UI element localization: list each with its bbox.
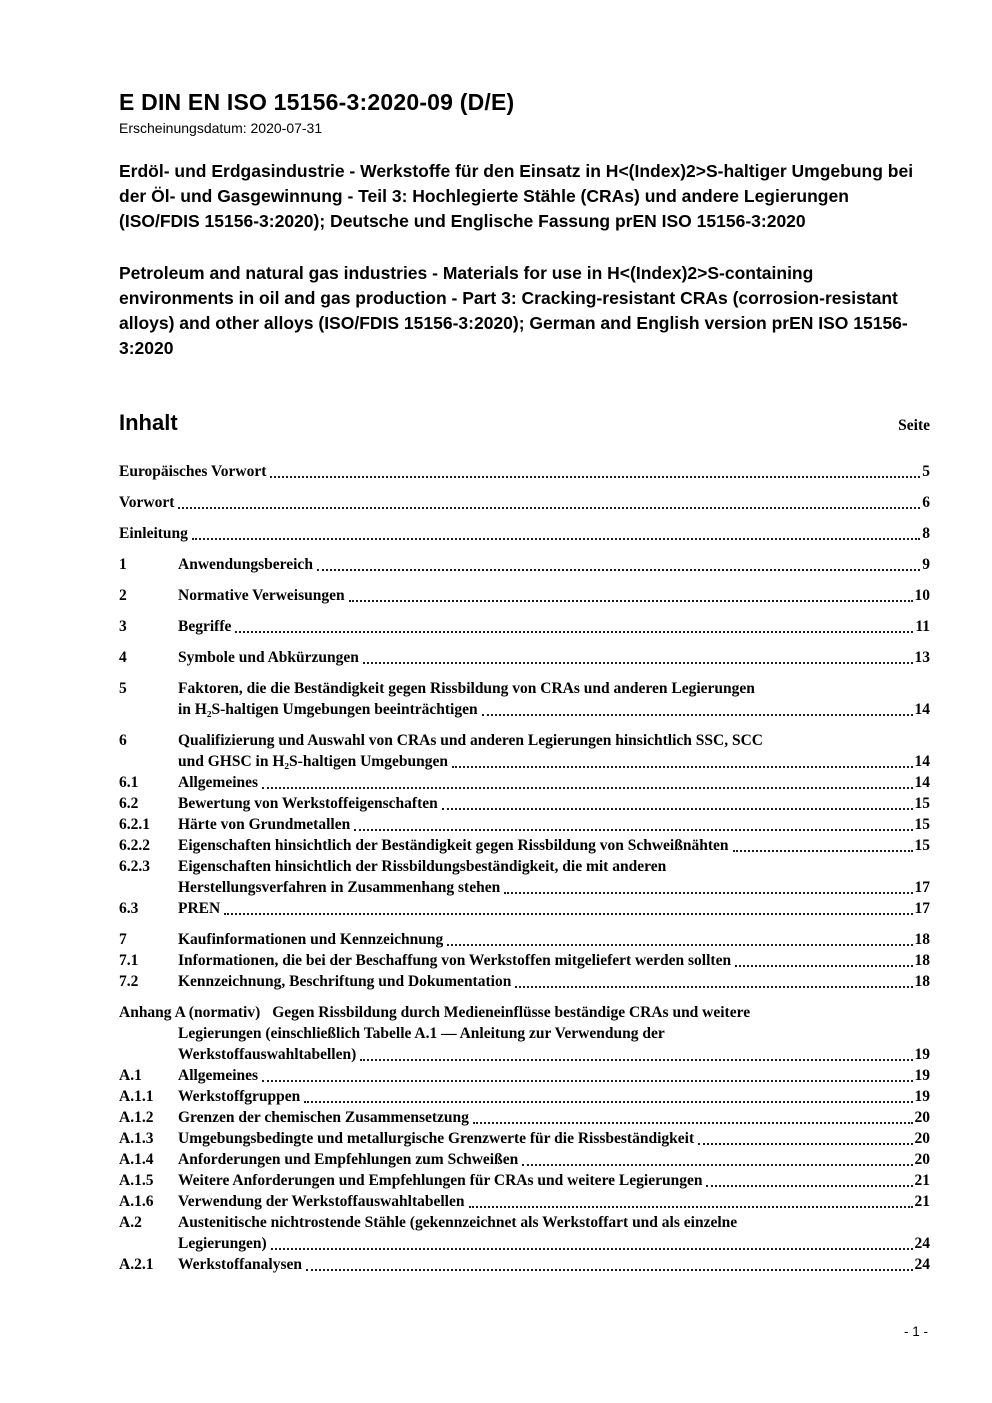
toc-entry-line [119,793,930,814]
toc-entry [119,1170,930,1191]
toc-entry [119,898,930,919]
title-german: Erdöl- und Erdgasindustrie - Werkstoffe für den Einsatz in H<(Index)2>S-haltiger Umgebung bei der Öl- und Gasgewinnung - Teil 3: Hochlegierte Stähle (CRAs) und andere Legierungen (ISO/FDIS 15156-3:2020); Deutsche und Englische Fassung prEN ISO 15156-3:2020 [119,161,914,231]
toc-dotted-leader [482,714,913,716]
toc-entry [119,1254,930,1275]
toc-entry-text: in H₂S-haltigen Umgebungen beeinträchtigen [178,701,478,718]
toc-dotted-leader [735,965,912,967]
toc-entry-number: 4 [119,649,127,666]
toc-entry-line [119,1044,930,1065]
toc-entry-line [119,856,930,877]
toc-dotted-leader [306,1269,913,1271]
toc-entry-text: Herstellungsverfahren in Zusammenhang stehen [178,879,501,896]
toc-entry-number: Anhang A (normativ) [119,1004,261,1021]
toc-entry [119,1065,930,1086]
page-footer-number: - 1 - [903,1324,928,1339]
toc-page-number: 13 [914,649,930,666]
toc-entry-line [119,730,930,751]
toc-entry-text: Gegen Rissbildung durch Medieneinflüsse beständige CRAs und weitere [272,1004,751,1021]
toc-entry-line [119,929,930,950]
toc-entry [119,835,930,856]
toc-entry [119,950,930,971]
toc-entry-text: Werkstoffanalysen [178,1256,302,1273]
toc-entry-line [119,1002,930,1023]
toc-entry-text: Einleitung [119,525,188,542]
toc-page-number: 9 [922,556,930,573]
toc-dotted-leader [363,662,913,664]
toc-entry-text: Eigenschaften hinsichtlich der Beständigkeit gegen Rissbildung von Schweißnähten [178,837,729,854]
toc-entry-text: Härte von Grundmetallen [178,816,351,833]
toc-page-number: 15 [914,816,930,833]
toc-entry [119,523,930,544]
toc-page-number: 19 [914,1046,930,1063]
toc-entry-number: A.1.1 [119,1088,154,1105]
toc-entry-text: Faktoren, die die Beständigkeit gegen Rissbildung von CRAs und anderen Legierungen [178,680,755,697]
toc-entry-number: A.2.1 [119,1256,154,1273]
toc-dotted-leader [452,766,913,768]
toc-entry-number: 6 [119,732,127,749]
toc-entry-line [119,699,930,720]
toc-page-number: 5 [922,463,930,480]
toc-entry-text: Legierungen) [178,1235,267,1252]
toc-entry [119,814,930,835]
toc-dotted-leader [442,808,913,810]
toc-page-number: 8 [922,525,930,542]
toc-entry-text: Qualifizierung und Auswahl von CRAs und anderen Legierungen hinsichtlich SSC, SCC [178,732,763,749]
toc-entry-line [119,585,930,606]
toc-entry-line [119,554,930,575]
toc-dotted-leader [504,892,912,894]
toc-list [119,461,930,1275]
toc-page-number: 21 [914,1193,930,1210]
toc-entry-number: 6.2.2 [119,837,150,854]
toc-entry-text: und GHSC in H₂S-haltigen Umgebungen [178,753,448,770]
toc-dotted-leader [706,1185,912,1187]
toc-entry-text: Allgemeines [178,774,259,791]
toc-page-number: 19 [914,1088,930,1105]
toc-dotted-leader [522,1164,912,1166]
toc-dotted-leader [473,1122,913,1124]
toc-page-number: 14 [914,701,930,718]
toc-entry [119,1128,930,1149]
toc-entry [119,772,930,793]
toc-entry [119,929,930,950]
toc-entry [119,1107,930,1128]
toc-entry-text: Kaufinformationen und Kennzeichnung [178,931,444,948]
toc-entry-text: Vorwort [119,494,175,511]
toc-page-number: 14 [914,753,930,770]
title-english: Petroleum and natural gas industries - Materials for use in H<(Index)2>S-containing environments in oil and gas production - Part 3: Cracking-resistant CRAs (corrosion-resistant alloys) and other alloys (ISO/FDIS 15156-3:2020); German and English version prEN ISO 15156-3:2020 [119,263,908,358]
toc-page-number: 11 [915,618,930,635]
toc-page-number: 17 [914,879,930,896]
toc-entry-line [119,523,930,544]
toc-entry-text: Symbole und Abkürzungen [178,649,359,666]
toc-entry-number: 6.2 [119,795,139,812]
toc-entry-text: Grenzen der chemischen Zusammensetzung [178,1109,469,1126]
toc-dotted-leader [360,1059,912,1061]
toc-dotted-leader [515,986,912,988]
toc-entry-number: 6.1 [119,774,139,791]
toc-entry [119,856,930,898]
toc-page-number: 18 [914,931,930,948]
toc-entry-text: PREN [178,900,221,917]
toc-page-number: 24 [914,1256,930,1273]
toc-entry-text: Bewertung von Werkstoffeigenschaften [178,795,438,812]
toc-entry [119,730,930,772]
toc-page-number: 19 [914,1067,930,1084]
toc-page-number: 10 [914,587,930,604]
toc-entry-text: Allgemeines [178,1067,259,1084]
toc-page-number: 20 [914,1130,930,1147]
toc-dotted-leader [349,600,913,602]
toc-entry [119,461,930,482]
toc-entry-line [119,877,930,898]
toc-entry-number: 2 [119,587,127,604]
toc-entry-line [119,647,930,668]
toc-entry-line [119,898,930,919]
toc-entry-line [119,814,930,835]
toc-entry-text: Legierungen (einschließlich Tabelle A.1 — Anleitung zur Verwendung der [178,1025,665,1042]
toc-dotted-leader [270,476,920,478]
toc-entry [119,492,930,513]
toc-entry [119,1191,930,1212]
toc-entry-text: Anforderungen und Empfehlungen zum Schweißen [178,1151,519,1168]
toc-dotted-leader [262,787,912,789]
toc-dotted-leader [235,631,913,633]
toc-entry-number: 1 [119,556,127,573]
toc-entry-text: Informationen, die bei der Beschaffung von Werkstoffen mitgeliefert werden sollten [178,952,732,969]
toc-dotted-leader [317,569,920,571]
toc-entry-line [119,1023,930,1044]
toc-dotted-leader [698,1143,912,1145]
toc-dotted-leader [271,1248,913,1250]
toc-page-number: 17 [914,900,930,917]
toc-entry-text: Begriffe [178,618,232,635]
toc-entry [119,971,930,992]
toc-entry [119,554,930,575]
toc-entry-number: A.1.3 [119,1130,154,1147]
toc-entry-line [119,1065,930,1086]
toc-entry-line [119,1107,930,1128]
toc-entry-number: A.1.6 [119,1193,154,1210]
toc-entry-number: 7 [119,931,127,948]
toc-entry-number: A.1 [119,1067,142,1084]
toc-page-number: 15 [914,795,930,812]
toc-entry-text: Werkstoffauswahltabellen) [178,1046,357,1063]
toc-entry-line [119,1191,930,1212]
toc-entry-number: 5 [119,680,127,697]
toc-entry-number: 3 [119,618,127,635]
toc-entry-text: Anwendungsbereich [178,556,313,573]
toc-heading: Inhalt [119,410,178,435]
toc-entry-number: A.1.2 [119,1109,154,1126]
toc-entry [119,647,930,668]
toc-entry-line [119,1212,930,1233]
toc-entry-text: Europäisches Vorwort [119,463,267,480]
toc-entry [119,1149,930,1170]
toc-entry-line [119,835,930,856]
toc-entry-text: Kennzeichnung, Beschriftung und Dokumentation [178,973,512,990]
toc-entry-number: 6.2.1 [119,816,150,833]
toc-entry-line [119,616,930,637]
toc-entry-line [119,1149,930,1170]
toc-entry-line [119,1128,930,1149]
toc-entry-number: A.2 [119,1214,142,1231]
toc-entry-number: 6.3 [119,900,139,917]
toc-entry-line [119,772,930,793]
toc-dotted-leader [178,507,920,509]
toc-entry-line [119,1170,930,1191]
toc-page-number: 21 [914,1172,930,1189]
toc-entry [119,1212,930,1254]
toc-page-number: 14 [914,774,930,791]
toc-page-number: 15 [914,837,930,854]
toc-dotted-leader [262,1080,912,1082]
toc-entry-line [119,1233,930,1254]
toc-entry-number: A.1.4 [119,1151,154,1168]
toc-dotted-leader [354,829,912,831]
toc-page-number: 6 [922,494,930,511]
toc-entry-text: Austenitische nichtrostende Stähle (gekennzeichnet als Werkstoffart und als einzelne [178,1214,738,1231]
toc-entry [119,678,930,720]
toc-entry-number: 7.2 [119,973,139,990]
toc-entry-number: A.1.5 [119,1172,154,1189]
toc-dotted-leader [469,1206,913,1208]
toc-dotted-leader [447,944,912,946]
toc-header [119,410,930,436]
toc-entry [119,1002,930,1065]
toc-entry-number: 7.1 [119,952,139,969]
toc-entry-text: Umgebungsbedingte und metallurgische Grenzwerte für die Rissbeständigkeit [178,1130,695,1147]
toc-page-number: 24 [914,1235,930,1252]
toc-entry-line [119,950,930,971]
toc-entry [119,793,930,814]
toc-entry-text: Verwendung der Werkstoffauswahltabellen [178,1193,465,1210]
publication-date: Erscheinungsdatum: 2020-07-31 [119,120,323,136]
toc-entry-line [119,492,930,513]
toc-entry-text: Weitere Anforderungen und Empfehlungen für CRAs und weitere Legierungen [178,1172,703,1189]
document-number: E DIN EN ISO 15156-3:2020-09 (D/E) [119,89,515,115]
toc-entry-line [119,461,930,482]
toc-dotted-leader [192,538,920,540]
toc-dotted-leader [224,913,912,915]
toc-entry-line [119,1086,930,1107]
toc-entry-line [119,971,930,992]
toc-entry-line [119,751,930,772]
toc-entry-text: Normative Verweisungen [178,587,345,604]
toc-entry [119,616,930,637]
toc-dotted-leader [304,1101,912,1103]
toc-entry-text: Eigenschaften hinsichtlich der Rissbildungsbeständigkeit, die mit anderen [178,858,667,875]
toc-entry-text: Werkstoffgruppen [178,1088,301,1105]
toc-entry-line [119,1254,930,1275]
toc-page-number: 20 [914,1151,930,1168]
toc-page-number: 18 [914,973,930,990]
toc-entry [119,585,930,606]
toc-entry-line [119,678,930,699]
toc-dotted-leader [733,850,913,852]
toc-page-number: 18 [914,952,930,969]
toc-entry-number: 6.2.3 [119,858,150,875]
toc-page-number: 20 [914,1109,930,1126]
toc-page-column-label: Seite [898,417,930,434]
toc-entry [119,1086,930,1107]
